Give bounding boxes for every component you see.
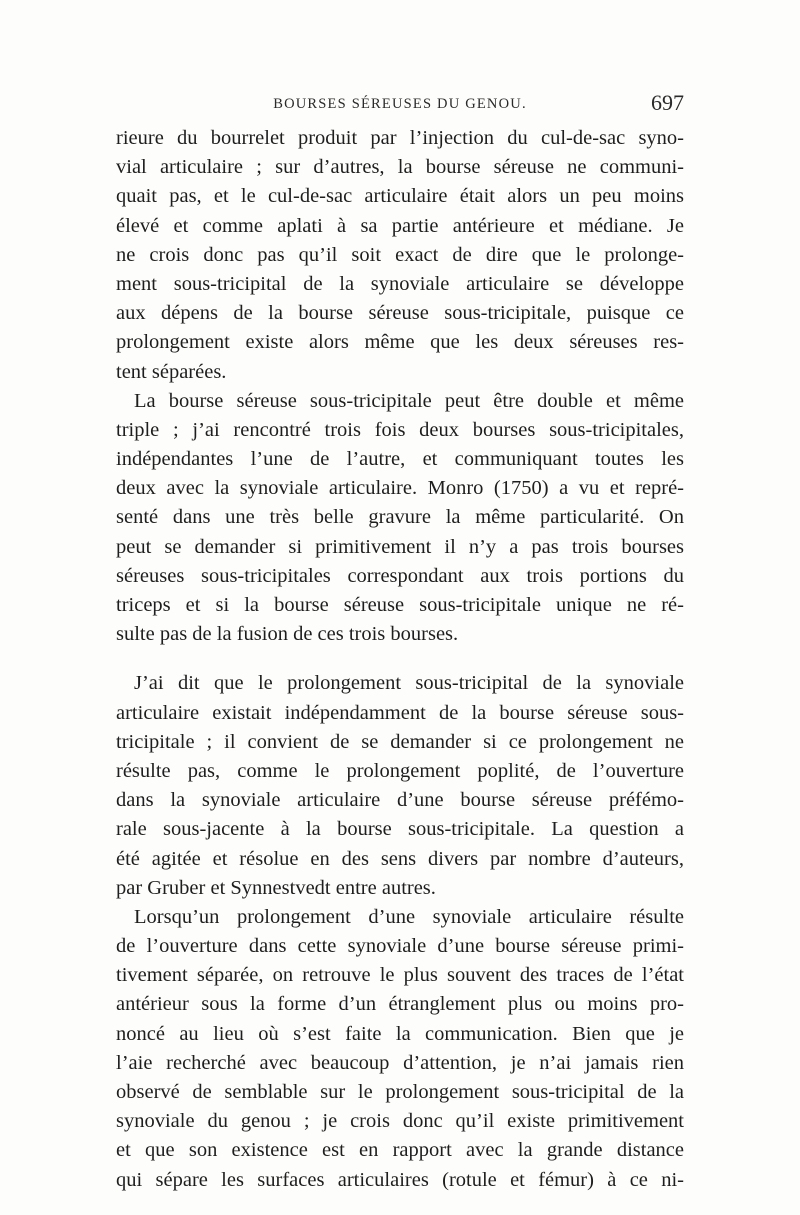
text-line: synoviale du genou ; je crois donc qu’il existe primitivement xyxy=(116,1110,684,1133)
text-line: vial articulaire ; sur d’autres, la bourse séreuse ne communi- xyxy=(116,156,684,179)
text-line: ne crois donc pas qu’il soit exact de dire que le prolonge- xyxy=(116,243,684,266)
text-line: quait pas, et le cul-de-sac articulaire était alors un peu moins xyxy=(116,185,684,208)
text-line: triceps et si la bourse séreuse sous-tricipitale unique ne ré- xyxy=(116,594,684,616)
text-line: de l’ouverture dans cette synoviale d’une bourse séreuse primi- xyxy=(116,935,684,958)
text-line: et que son existence est en rapport avec la grande distance xyxy=(116,1139,684,1162)
running-title: BOURSES SÉREUSES DU GENOU. xyxy=(273,96,527,112)
text-line: Lorsqu’un prolongement d’une synoviale articulaire résulte xyxy=(134,905,684,928)
text-line: triple ; j’ai rencontré trois fois deux bourses sous-tricipitales, xyxy=(116,418,684,441)
text-line: séreuses sous-tricipitales correspondant aux trois portions du xyxy=(116,564,684,587)
text-line: dans la synoviale articulaire d’une bourse séreuse préfémo- xyxy=(116,789,684,812)
paragraph-4 xyxy=(116,903,684,1195)
paragraph-2 xyxy=(116,387,684,650)
text-line: indépendantes l’une de l’autre, et communiquant toutes les xyxy=(116,448,684,471)
text-line: tricipitale ; il convient de se demander si ce prolongement ne xyxy=(116,730,684,753)
text-line: été agitée et résolue en des sens divers par nombre d’auteurs, xyxy=(116,847,684,870)
text-line: élevé et comme aplati à sa partie antérieure et médiane. Je xyxy=(116,214,684,237)
text-line: ment sous-tricipital de la synoviale articulaire se développe xyxy=(116,272,684,295)
text-line: deux avec la synoviale articulaire. Monro (1750) a vu et repré- xyxy=(116,477,684,500)
text-line: peut se demander si primitivement il n’y a pas trois bourses xyxy=(116,535,684,558)
text-line: articulaire existait indépendamment de la bourse séreuse sous- xyxy=(116,701,684,724)
running-header xyxy=(116,90,684,116)
text-line: prolongement existe alors même que les deux séreuses res- xyxy=(116,331,684,354)
text-line: aux dépens de la bourse séreuse sous-tricipitale, puisque ce xyxy=(116,302,684,325)
text-line: rale sous-jacente à la bourse sous-tricipitale. La question a xyxy=(116,818,684,841)
text-line: observé de semblable sur le prolongement sous-tricipital de la xyxy=(116,1081,684,1103)
paragraph-3 xyxy=(116,669,684,903)
text-line: antérieur sous la forme d’un étranglement plus ou moins pro- xyxy=(116,993,684,1016)
text-line: l’aie recherché avec beaucoup d’attention, je n’ai jamais rien xyxy=(116,1051,684,1074)
text-line: qui sépare les surfaces articulaires (rotule et fémur) à ce ni- xyxy=(116,1168,684,1191)
text-line: par Gruber et Synnestvedt entre autres. xyxy=(116,876,436,899)
body-text xyxy=(116,124,684,1195)
text-line: tivement séparée, on retrouve le plus souvent des traces de l’état xyxy=(116,964,684,987)
text-line: senté dans une très belle gravure la même particularité. On xyxy=(116,506,684,529)
text-line: rieure du bourrelet produit par l’injection du cul-de-sac syno- xyxy=(116,127,684,149)
text-line: tent séparées. xyxy=(116,360,227,383)
paragraph-gap xyxy=(116,649,684,669)
page-number: 697 xyxy=(651,90,684,115)
text-line: J’ai dit que le prolongement sous-tricipital de la synoviale xyxy=(134,672,684,695)
text-line: sulte pas de la fusion de ces trois bourses. xyxy=(116,623,459,646)
text-line: La bourse séreuse sous-tricipitale peut être double et même xyxy=(134,389,684,412)
text-line: résulte pas, comme le prolongement poplité, de l’ouverture xyxy=(116,759,684,782)
text-line: noncé au lieu où s’est faite la communication. Bien que je xyxy=(116,1022,684,1045)
paragraph-1 xyxy=(116,124,684,387)
